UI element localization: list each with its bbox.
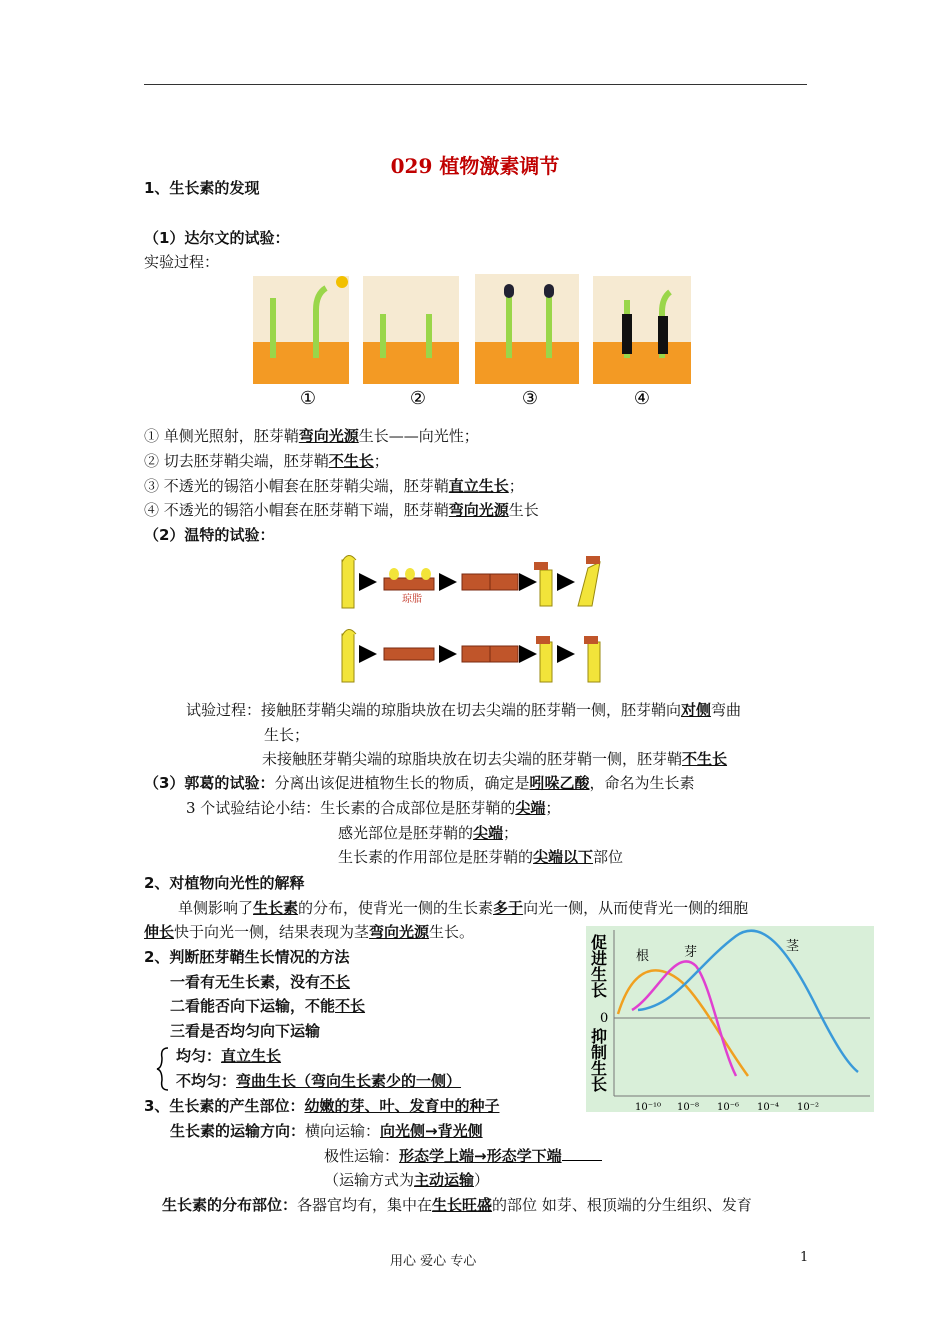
darwin-panel-3	[475, 274, 579, 384]
series-root-label: 根	[636, 949, 650, 964]
summary-line-3: 生长素的作用部位是胚芽鞘的尖端以下部位	[338, 848, 624, 866]
distribution-line: 生长素的分布部位：各器官均有，集中在生长旺盛的部位 如芽、根顶端的分生组织、发育	[162, 1196, 752, 1214]
x-tick-label: 10⁻¹⁰	[634, 1102, 662, 1112]
went-process-2: 未接触胚芽鞘尖端的琼脂块放在切去尖端的胚芽鞘一侧，胚芽鞘不生长	[262, 750, 728, 768]
darwin-heading: （1）达尔文的试验：	[144, 229, 290, 247]
footer-slogan: 用心 爱心 专心	[390, 1254, 477, 1269]
transport-line-2: 极性运输：形态学上端→形态学下端	[324, 1146, 602, 1166]
darwin-item-4: ④ 不透光的锡箔小帽套在胚芽鞘下端，胚芽鞘弯向光源生长	[144, 501, 539, 519]
judge-line-1: 一看有无生长素，没有不长	[170, 973, 351, 991]
agar-label: 琼脂	[402, 594, 422, 605]
went-experiment-figure	[330, 548, 620, 688]
chart-background	[586, 926, 874, 1112]
went-row-2	[342, 629, 600, 682]
went-process-1-cont: 生长；	[264, 726, 310, 744]
judge-line-2: 二看能否向下运输，不能不长	[170, 997, 366, 1015]
y-zero-label: 0	[600, 1011, 609, 1026]
judge-line-5: 不均匀：弯曲生长（弯向生长素少的一侧）	[176, 1072, 462, 1090]
guo-line: （3）郭葛的试验：分离出该促进植物生长的物质，确定是吲哚乙酸，命名为生长素	[144, 774, 695, 792]
phototropism-line-1: 单侧影响了生长素的分布，使背光一侧的生长素多于向光一侧，从而使背光一侧的细胞	[178, 899, 749, 917]
went-process-1: 试验过程：接触胚芽鞘尖端的琼脂块放在切去尖端的胚芽鞘一侧，胚芽鞘向对侧弯曲	[186, 701, 742, 719]
x-tick-label: 10⁻²	[796, 1102, 820, 1112]
page-number: 1	[800, 1250, 809, 1265]
went-heading: （2）温特的试验：	[144, 526, 275, 544]
auxin-concentration-chart	[586, 926, 874, 1112]
darwin-item-2: ② 切去胚芽鞘尖端，胚芽鞘不生长；	[144, 452, 389, 470]
darwin-experiment-figure	[250, 270, 695, 412]
transport-line-1: 生长素的运输方向：横向运输：向光侧→背光侧	[170, 1122, 483, 1140]
darwin-label-3: ③	[521, 388, 539, 409]
phototropism-line-2: 伸长快于向光一侧，结果表现为茎弯向光源生长。	[144, 923, 475, 941]
darwin-label-4: ④	[633, 388, 651, 409]
darwin-item-1: ① 单侧光照射，胚芽鞘弯向光源生长——向光性；	[144, 427, 479, 445]
header-rule	[144, 84, 807, 85]
judge-line-4: 均匀：直立生长	[176, 1047, 282, 1065]
page-title: 029 植物激素调节	[390, 154, 560, 178]
went-row-1	[342, 555, 600, 608]
darwin-item-3: ③ 不透光的锡箔小帽套在胚芽鞘尖端，胚芽鞘直立生长；	[144, 477, 524, 495]
darwin-panel-2	[363, 276, 459, 384]
summary-line-2: 感光部位是胚芽鞘的尖端；	[338, 824, 519, 842]
darwin-label-2: ②	[409, 388, 427, 409]
series-stem-label: 茎	[786, 939, 800, 954]
x-tick-label: 10⁻⁴	[756, 1102, 780, 1112]
section-4-heading: 3、生长素的产生部位：幼嫩的芽、叶、发育中的种子	[144, 1097, 500, 1115]
section-2-heading: 2、对植物向光性的解释	[144, 874, 305, 892]
darwin-process-label: 实验过程：	[144, 253, 220, 271]
darwin-label-1: ①	[299, 388, 317, 409]
summary-line-1: 3 个试验结论小结：生长素的合成部位是胚芽鞘的尖端；	[186, 799, 561, 817]
series-bud-label: 芽	[684, 945, 698, 960]
brace-icon	[156, 1046, 170, 1092]
x-tick-label: 10⁻⁸	[676, 1102, 700, 1112]
transport-line-3: （运输方式为主动运输）	[324, 1171, 490, 1189]
section-3-heading: 2、判断胚芽鞘生长情况的方法	[144, 948, 350, 966]
darwin-panel-1	[253, 276, 349, 384]
darwin-panel-4	[593, 276, 691, 384]
section-1-heading: 1、生长素的发现	[144, 179, 260, 197]
x-tick-label: 10⁻⁶	[716, 1102, 740, 1112]
y-top-label: 促进生长	[588, 934, 608, 998]
y-bottom-label: 抑制生长	[588, 1028, 608, 1092]
judge-line-3: 三看是否均匀向下运输	[170, 1022, 321, 1040]
